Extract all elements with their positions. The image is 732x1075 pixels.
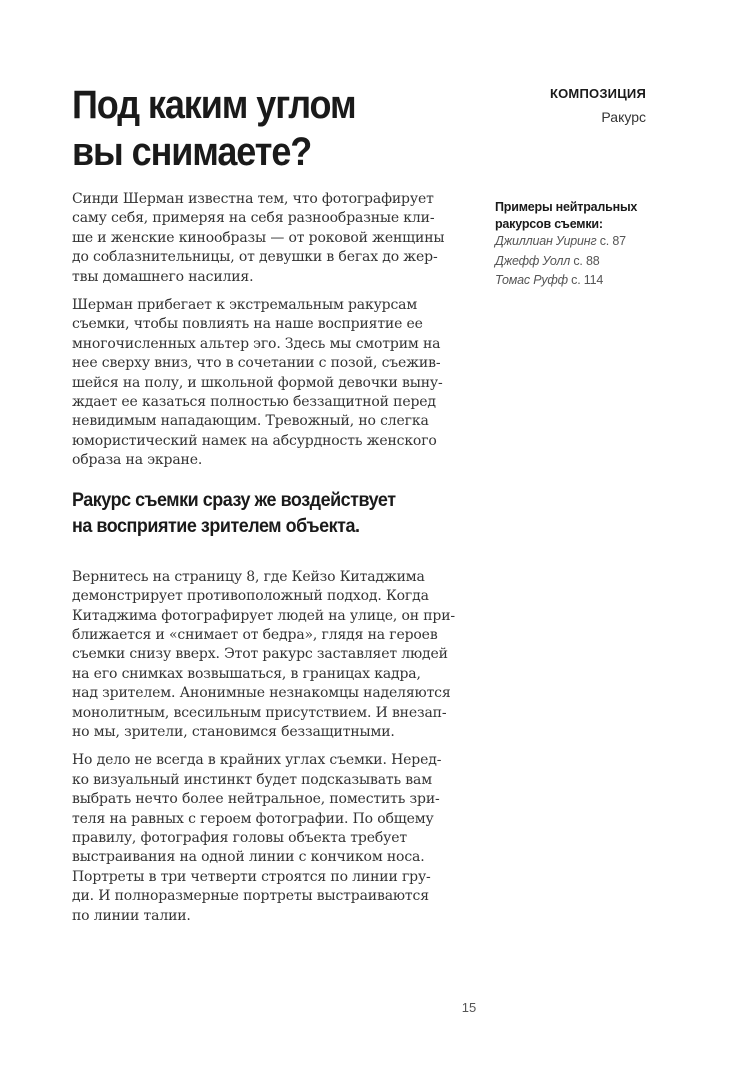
text-line: съемки снизу вверх. Этот ракурс заставляет людей <box>72 646 448 663</box>
subheading <box>72 487 449 539</box>
title-line: Под каким углом <box>72 83 356 127</box>
section-subcategory: Ракурс <box>601 109 646 125</box>
reference-item <box>495 252 655 272</box>
text-line: саму себя, примеряя на себя разнообразные кли- <box>72 210 435 227</box>
sidebar-heading-line: ракурсов съемки: <box>495 216 603 231</box>
text-line: ждает ее казаться полностью беззащитной перед <box>72 394 436 411</box>
section-tag <box>550 86 646 126</box>
sidebar-heading <box>495 199 655 232</box>
text-line: ко визуальный инстинкт будет подсказывать вам <box>72 771 432 788</box>
section-category: КОМПОЗИЦИЯ <box>549 86 646 101</box>
text-line: твы домашнего насилия. <box>72 268 254 285</box>
text-line: Синди Шерман известна тем, что фотографирует <box>72 191 434 207</box>
sidebar-references <box>495 199 655 291</box>
reference-page: с. 87 <box>596 234 626 248</box>
text-line: выбрать нечто более нейтральное, поместить зри- <box>72 791 440 808</box>
subheading-line: на восприятие зрителем объекта. <box>72 514 360 537</box>
reference-name: Джиллиан Уиринг <box>495 234 597 248</box>
paragraph <box>72 190 482 287</box>
reference-name: Джефф Уолл <box>495 253 571 268</box>
text-line: на его снимках возвышаться, в границах кадра, <box>72 665 421 682</box>
paragraph <box>72 568 482 743</box>
sidebar-heading-line: Примеры нейтральных <box>495 200 638 214</box>
text-line: но мы, зрители, становимся беззащитными. <box>72 723 395 740</box>
text-line: монолитным, всесильным присутствием. И внезап- <box>72 704 447 721</box>
text-line: над зрителем. Анонимные незнакомцы наделяются <box>72 685 451 702</box>
page-title <box>72 82 450 176</box>
reference-name: Томас Руфф <box>495 273 568 287</box>
page-number: 15 <box>461 1000 477 1015</box>
text-line: Портреты в три четверти строятся по линии гру- <box>72 868 431 885</box>
text-line: шейся на полу, и школьной формой девочки выну- <box>72 374 443 391</box>
text-line: невидимым нападающим. Тревожный, но слегка <box>72 413 429 430</box>
text-line: правилу, фотография головы объекта требует <box>72 829 407 846</box>
text-line: выстраивания на одной линии с кончиком носа. <box>72 849 425 866</box>
text-line: Китаджима фотографирует людей на улице, он при- <box>72 607 456 624</box>
text-line: образа на экране. <box>72 452 203 469</box>
title-line: вы снимаете? <box>72 130 312 174</box>
text-line: многочисленных альтер эго. Здесь мы смотрим на <box>72 335 441 352</box>
text-line: демонстрирует противоположный подход. Когда <box>72 588 429 605</box>
text-line: съемки, чтобы повлиять на наше восприятие ее <box>72 316 423 333</box>
text-line: Вернитесь на страницу 8, где Кейзо Китаджима <box>72 568 425 585</box>
paragraph <box>72 296 482 471</box>
text-line: Шерман прибегает к экстремальным ракурсам <box>72 297 418 314</box>
text-line: Но дело не всегда в крайних углах съемки. Неред- <box>72 752 442 769</box>
subheading-line: Ракурс съемки сразу же воздействует <box>72 488 396 511</box>
reference-item <box>495 232 655 252</box>
reference-item <box>495 271 655 291</box>
text-line: юмористический намек на абсурдность женского <box>72 432 437 449</box>
reference-page: с. 114 <box>567 273 604 287</box>
paragraph <box>72 751 482 926</box>
text-line: теля на равных с героем фотографии. По общему <box>72 810 434 827</box>
text-line: ше и женские кинообразы — от роковой женщины <box>72 229 445 246</box>
main-text <box>72 190 482 935</box>
text-line: по линии талии. <box>72 907 191 924</box>
text-line: нее сверху вниз, что в сочетании с позой, съежив- <box>72 355 441 372</box>
text-line: ди. И полноразмерные портреты выстраиваются <box>72 888 429 905</box>
reference-page: с. 88 <box>570 253 600 268</box>
text-line: до соблазнительницы, от девушки в бегах до жер- <box>72 249 438 266</box>
text-line: ближается и «снимает от бедра», глядя на героев <box>72 626 438 643</box>
